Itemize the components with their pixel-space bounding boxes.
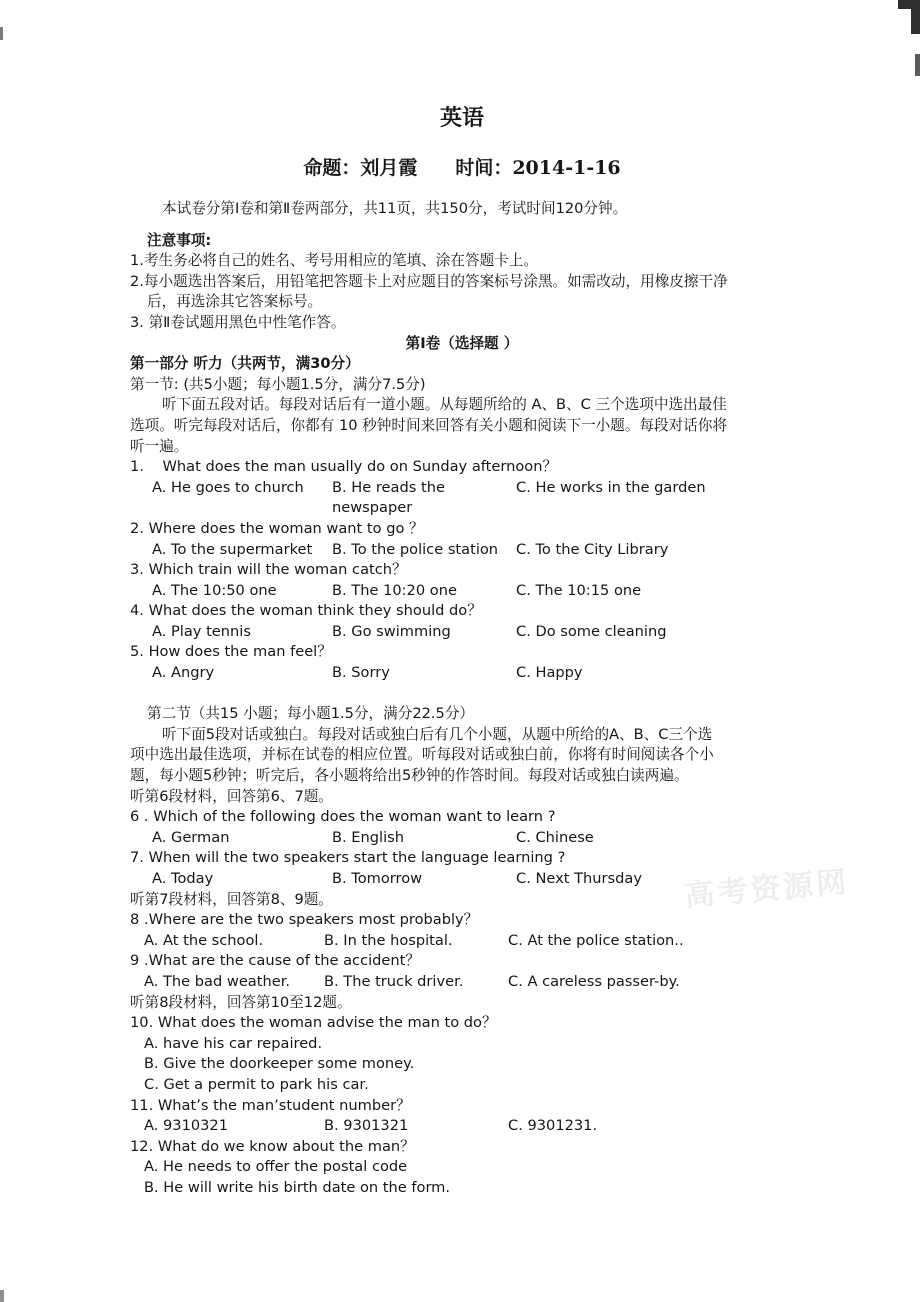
scan-artifact-bottom-left (0, 1290, 4, 1302)
document-lines (130, 104, 794, 1199)
options-1-b: B. He reads the newspaper (332, 478, 450, 517)
options-5-c: C. Happy (516, 664, 583, 682)
options-9-b: B. The truck driver. (324, 972, 464, 990)
options-3-a: A. The 10:50 one (152, 581, 277, 599)
section-2-heading: 第二节（共15 小题；每小题1.5分，满分22.5分） (147, 705, 475, 723)
options-8-a: A. At the school. (144, 931, 264, 949)
options-4 (130, 622, 794, 643)
options-9-c: C. A careless passer-by. (508, 972, 680, 990)
options-5 (130, 663, 794, 684)
exam-title: 英语 (439, 105, 484, 131)
options-5-b: B. Sorry (332, 664, 390, 682)
question-4: 4. What does the woman think they should do？ (130, 602, 482, 620)
volume-1-heading: 第Ⅰ卷（选择题 ） (405, 334, 519, 352)
listening-instructions-1-cont: 选项。听完每段对话后，你都有 10 秒钟时间来回答有关小题和阅读下一小题。每段对话你将 (130, 416, 728, 434)
question-9: 9 .What are the cause of the accident？ (130, 952, 420, 970)
blank (130, 684, 794, 705)
question-6: 6 . Which of the following does the woman want to learn ? (130, 808, 556, 826)
options-7-b: B. Tomorrow (332, 870, 423, 887)
note-3: 3. 第Ⅱ卷试题用黑色中性笔作答。 (130, 313, 346, 331)
scan-artifact-top-right-v (911, 0, 920, 34)
options-4-c: C. Do some cleaning (516, 622, 667, 640)
listening-instructions-2: 听下面5段对话或独白。每段对话或独白后有几个小题，从题中所给的A、B、C三个选 (162, 725, 713, 743)
options-4-a: A. Play tennis (152, 622, 251, 640)
options-2-c: C. To the City Library (516, 540, 669, 558)
option-10-c: C. Get a permit to park his car. (144, 1075, 369, 1093)
option-12-b: B. He will write his birth date on the form. (144, 1178, 451, 1196)
listening-instructions-1-end: 听一遍。 (130, 437, 189, 455)
question-5: 5. How does the man feel？ (130, 643, 332, 661)
listening-instructions-1: 听下面五段对话。每段对话后有一道小题。从每题所给的 A、B、C 三个选项中选出最佳 (162, 396, 727, 414)
intro: 本试卷分第Ⅰ卷和第Ⅱ卷两部分，共11页，共150分，考试时间120分钟。 (162, 200, 628, 217)
question-10: 10. What does the woman advise the man to do？ (130, 1014, 497, 1032)
options-8-b: B. In the hospital. (324, 931, 453, 949)
scan-artifact-top-left (0, 27, 3, 40)
options-2-b: B. To the police station (332, 540, 499, 558)
part-1-heading: 第一部分 听力（共两节，满30分） (130, 355, 360, 373)
options-11 (130, 1116, 794, 1137)
scan-artifact-right-edge (915, 54, 920, 76)
options-1-a: A. He goes to church (152, 478, 304, 496)
options-7-a: A. Today (152, 870, 214, 887)
question-8: 8 .Where are the two speakers most probably？ (130, 911, 479, 929)
options-11-b: B. 9301321 (324, 1117, 409, 1135)
options-11-c: C. 9301231. (508, 1117, 598, 1135)
material-7: 听第7段材料，回答第8、9题。 (130, 890, 333, 908)
option-10-a: A. have his car repaired. (144, 1034, 323, 1052)
options-8 (130, 931, 794, 952)
options-7-c: C. Next Thursday (516, 870, 642, 887)
question-2: 2. Where does the woman want to go ？ (130, 519, 424, 537)
options-6-a: A. German (152, 828, 230, 846)
question-3: 3. Which train will the woman catch？ (130, 561, 407, 579)
options-1-c: C. He works in the garden (516, 478, 706, 496)
question-11: 11. What’s the man’student number？ (130, 1096, 411, 1114)
options-2-a: A. To the supermarket (152, 540, 313, 558)
option-12-a: A. He needs to offer the postal code (144, 1158, 408, 1176)
options-9-a: A. The bad weather. (144, 972, 291, 990)
options-11-a: A. 9310321 (144, 1117, 228, 1135)
options-6-b: B. English (332, 828, 404, 846)
options-2 (130, 540, 794, 561)
material-6: 听第6段材料，回答第6、7题。 (130, 787, 333, 805)
notes-heading: 注意事项: (147, 231, 212, 249)
options-8-c: C. At the police station.. (508, 931, 684, 949)
options-7 (130, 869, 794, 890)
exam-meta: 命题：刘月霞 时间：2014-1-16 (303, 157, 621, 179)
question-1: 1. What does the man usually do on Sunday afternoon？ (130, 458, 558, 476)
section-1-heading: 第一节: (共5小题；每小题1.5分，满分7.5分) (130, 375, 426, 393)
options-6 (130, 828, 794, 849)
options-3-c: C. The 10:15 one (516, 581, 642, 599)
options-1 (130, 478, 794, 519)
note-2: 2.每小题选出答案后，用铅笔把答题卡上对应题目的答案标号涂黑。如需改动，用橡皮擦干净 (130, 272, 728, 290)
material-8: 听第8段材料，回答第10至12题。 (130, 993, 352, 1011)
note-2-cont: 后，再选涂其它答案标号。 (147, 293, 323, 311)
options-5-a: A. Angry (152, 664, 215, 682)
options-3 (130, 581, 794, 602)
options-6-c: C. Chinese (516, 828, 594, 846)
option-10-b: B. Give the doorkeeper some money. (144, 1055, 415, 1073)
note-1: 1.考生务必将自己的姓名、考号用相应的笔填、涂在答题卡上。 (130, 252, 538, 270)
question-12: 12. What do we know about the man？ (130, 1137, 415, 1155)
options-9 (130, 972, 794, 993)
options-3-b: B. The 10:20 one (332, 581, 457, 599)
listening-instructions-2-end: 题，每小题5秒钟；听完后，各小题将给出5秒钟的作答时间。每段对话或独白读两遍。 (130, 767, 689, 785)
question-7: 7. When will the two speakers start the language learning ? (130, 849, 566, 867)
options-4-b: B. Go swimming (332, 622, 451, 640)
listening-instructions-2-cont: 项中选出最佳选项，并标在试卷的相应位置。听每段对话或独白前，你将有时间阅读各个小 (130, 746, 714, 764)
